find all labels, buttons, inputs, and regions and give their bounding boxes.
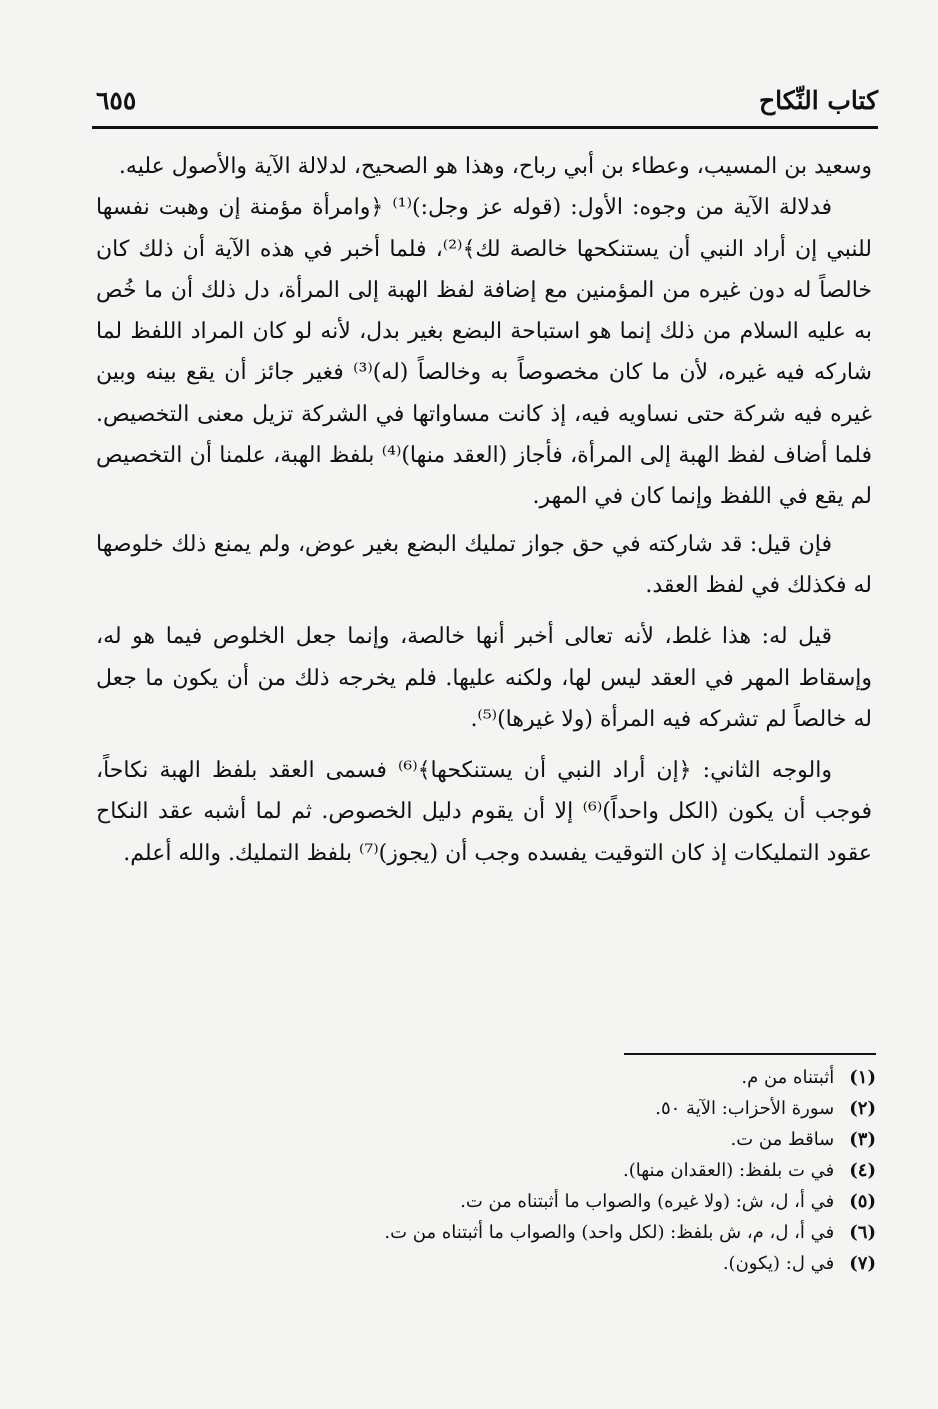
page-number: ٦٥٥ <box>96 86 137 115</box>
footnote-text: في أ، ل، م، ش بلفظ: (لكل واحد) والصواب ما أثبتناه من ت. <box>384 1222 835 1243</box>
body-text <box>96 146 872 874</box>
footnote-item <box>300 1093 876 1124</box>
footnote-item <box>300 1217 876 1248</box>
footnote-rule <box>624 1053 876 1055</box>
footnote-item <box>300 1124 876 1155</box>
paragraph: وسعيد بن المسيب، وعطاء بن أبي رباح، وهذا هو الصحيح، لدلالة الآية والأصول عليه. <box>118 154 872 179</box>
footnote-number: (٢) <box>849 1098 876 1119</box>
footnote-text: أثبتناه من م. <box>741 1067 835 1088</box>
running-title: كتاب النِّكاح <box>759 86 878 115</box>
footnote-text: في أ، ل، ش: (ولا غيره) والصواب ما أثبتناه من ت. <box>460 1191 835 1212</box>
footnote-item <box>300 1062 876 1093</box>
footnote-item <box>300 1186 876 1217</box>
paragraph: فإن قيل: قد شاركته في حق جواز تمليك البضع بغير عوض، ولم يمنع ذلك خلوصها له فكذلك في لفظ العقد. <box>96 531 872 598</box>
paragraph: فدلالة الآية من وجوه: الأول: (قوله عز وجل:)⁽¹⁾ ﴿وامرأة مؤمنة إن وهبت نفسها للنبي إن أراد النبي أن يستنكحها خالصة لك﴾⁽²⁾، فلما أخبر في هذه الآية أن ذلك كان خالصاً له دون غيره من المؤمنين مع إضافة لفظ الهبة إلى المرأة، دل ذلك أن ما خُص به عليه السلام من ذلك إنما هو استباحة البضع بغير بدل، لأنه لو كان المراد اللفظ لما شاركه فيه غيره، لأن ما كان مخصوصاً به وخالصاً (له)⁽³⁾ فغير جائز أن يقع بينه وبين غيره فيه شركة حتى نساويه فيه، إذ كانت مساواتها في الشركة تزيل معنى التخصيص. فلما أضاف لفظ الهبة إلى المرأة، فأجاز (العقد منها)⁽⁴⁾ بلفظ الهبة، علمنا أن التخصيص لم يقع في اللفظ وإنما كان في المهر. <box>96 195 872 510</box>
paragraph: قيل له: هذا غلط، لأنه تعالى أخبر أنها خالصة، وإنما جعل الخلوص فيما هو له، وإسقاط المهر في العقد ليس لها، ولكنه عليها. فلم يخرجه ذلك من أن يكون ما جعل له خالصاً لم تشركه فيه المرأة (ولا غيرها)⁽⁵⁾. <box>96 624 872 732</box>
footnote-item <box>300 1248 876 1279</box>
footnote-number: (٥) <box>849 1191 876 1212</box>
footnote-item <box>300 1155 876 1186</box>
header-rule <box>92 126 878 129</box>
footnote-number: (٦) <box>849 1222 876 1243</box>
paragraph: والوجه الثاني: ﴿إن أراد النبي أن يستنكحها﴾⁽⁶⁾ فسمى العقد بلفظ الهبة نكاحاً، فوجب أن يكون (الكل واحداً)⁽⁶⁾ إلا أن يقوم دليل الخصوص. ثم لما أشبه عقد النكاح عقود التمليكات إذ كان التوقيت يفسده وجب أن (يجوز)⁽⁷⁾ بلفظ التمليك. والله أعلم. <box>96 758 872 866</box>
footnote-number: (١) <box>849 1067 876 1088</box>
footnote-text: في ل: (يكون). <box>722 1253 835 1274</box>
footnotes-list <box>300 1062 876 1279</box>
page-header <box>92 82 878 122</box>
footnote-number: (٧) <box>849 1253 876 1274</box>
footnote-text: سورة الأحزاب: الآية ٥٠. <box>655 1098 835 1119</box>
footnote-number: (٤) <box>849 1160 876 1181</box>
footnote-text: في ت بلفظ: (العقدان منها). <box>623 1160 835 1181</box>
footnote-number: (٣) <box>849 1129 876 1150</box>
footnote-text: ساقط من ت. <box>730 1129 835 1150</box>
